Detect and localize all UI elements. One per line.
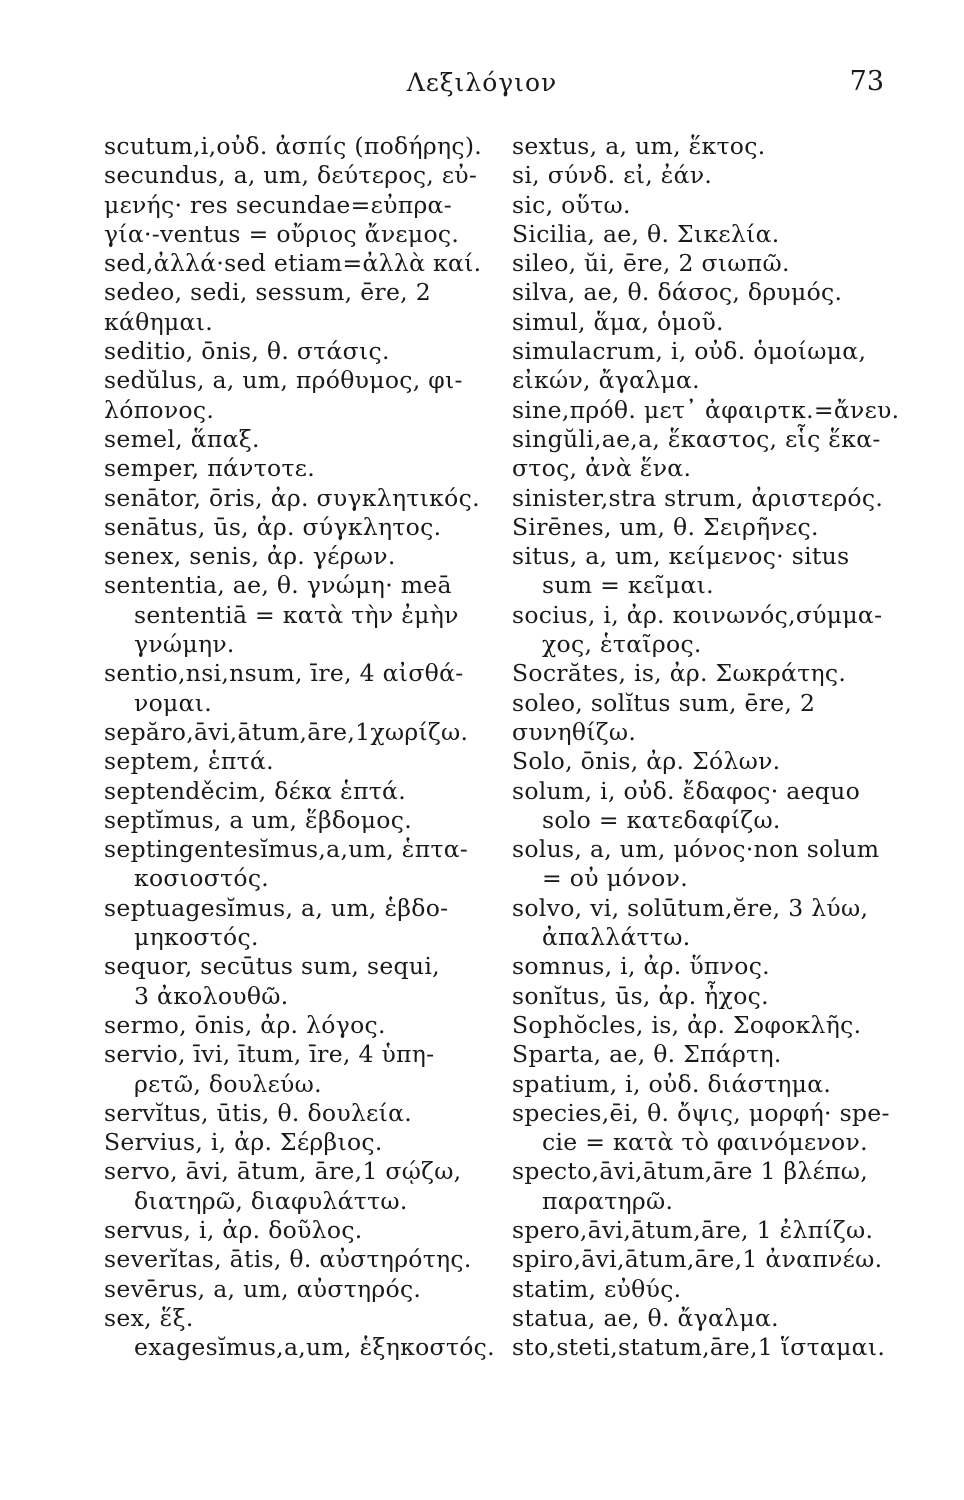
page-title: Λεξιλόγιον [406, 68, 558, 97]
dictionary-line: παρατηρῶ. [542, 1186, 674, 1215]
dictionary-line: ρετῶ, δουλεύω. [134, 1069, 322, 1098]
dictionary-line: sonĭtus, ūs, ἀρ. ἦχος. [512, 981, 769, 1010]
dictionary-line: septingentesĭmus,a,um, ἑπτα- [104, 835, 469, 864]
dictionary-line: νομαι. [134, 688, 213, 717]
dictionary-line: servus, i, ἀρ. δοῦλος. [104, 1215, 363, 1244]
dictionary-line: secundus, a, um, δεύτερος, εὐ- [104, 161, 478, 190]
dictionary-line: septenděcim, δέκα ἑπτά. [104, 776, 406, 805]
dictionary-line: silva, ae, θ. δάσος, δρυμός. [512, 278, 843, 307]
dictionary-line: somnus, i, ἀρ. ὕπνος. [512, 952, 770, 981]
dictionary-line: sic, οὕτω. [512, 190, 631, 219]
dictionary-line: solvo, vi, solūtum,ĕre, 3 λύω, [512, 893, 869, 922]
dictionary-line: sententiā = κατὰ τὴν ἐμὴν [134, 600, 459, 629]
dictionary-line: cie = κατὰ τὸ φαινόμενον. [542, 1128, 868, 1157]
dictionary-line: sententia, ae, θ. γνώμη· meā [104, 571, 452, 600]
dictionary-line: sevērus, a, um, αὐστηρός. [104, 1274, 422, 1303]
dictionary-line: = οὐ μόνον. [542, 864, 688, 893]
dictionary-line: sum = κεῖμαι. [542, 571, 714, 600]
dictionary-line: solum, i, οὐδ. ἔδαφος· aequo [512, 776, 861, 805]
dictionary-line: septem, ἑπτά. [104, 747, 274, 776]
dictionary-line: senātus, ūs, ἀρ. σύγκλητος. [104, 512, 442, 541]
dictionary-line: semper, πάντοτε. [104, 454, 315, 483]
dictionary-line: septuagesĭmus, a, um, ἑβδο- [104, 893, 449, 922]
dictionary-line: sextus, a, um, ἕκτος. [512, 132, 766, 160]
dictionary-line: sermo, ōnis, ἀρ. λόγος. [104, 1010, 386, 1039]
dictionary-line: γία·-ventus = οὔριος ἄνεμος. [104, 219, 460, 248]
dictionary-line: socius, i, ἀρ. κοινωνός,σύμμα- [512, 600, 883, 629]
dictionary-line: solo = κατεδαφίζω. [542, 805, 781, 834]
dictionary-line: Sicilia, ae, θ. Σικελία. [512, 219, 780, 248]
dictionary-line: si, σύνδ. εἰ, ἐάν. [512, 161, 713, 190]
dictionary-line: χος, ἑταῖρος. [542, 630, 702, 659]
dictionary-line: singŭli,ae,a, ἕκαστος, εἷς ἕκα- [512, 424, 881, 453]
dictionary-line: sedŭlus, a, um, πρόθυμος, φι- [104, 366, 463, 395]
dictionary-line: sinister,stra strum, ἀριστερός. [512, 483, 884, 512]
dictionary-line: servio, īvi, ītum, īre, 4 ὑπη- [104, 1040, 435, 1069]
dictionary-line: εἰκών, ἄγαλμα. [512, 366, 700, 395]
left-column [104, 132, 494, 1362]
dictionary-line: solus, a, um, μόνος·non solum [512, 835, 880, 864]
right-column [512, 132, 904, 1362]
dictionary-line: στος, ἀνὰ ἕνα. [512, 454, 692, 483]
dictionary-line: κάθημαι. [104, 307, 214, 336]
dictionary-line: simul, ἅμα, ὁμοῦ. [512, 307, 724, 336]
dictionary-line: sedeo, sedi, sessum, ēre, 2 [104, 278, 431, 307]
dictionary-line: spero,āvi,ātum,āre, 1 ἐλπίζω. [512, 1215, 874, 1244]
dictionary-line: 3 ἀκολουθῶ. [134, 981, 289, 1010]
dictionary-line: sine,πρόθ. μετ᾽ ἀφαιρτκ.=ἄνευ. [512, 395, 900, 424]
dictionary-line: servĭtus, ūtis, θ. δουλεία. [104, 1098, 413, 1127]
dictionary-line: spatium, i, οὐδ. διάστημα. [512, 1069, 832, 1098]
dictionary-line: κοσιοστός. [134, 864, 270, 893]
dictionary-line: μηκοστός. [134, 923, 259, 952]
dictionary-line: Sparta, ae, θ. Σπάρτη. [512, 1040, 782, 1069]
dictionary-line: sed,ἀλλά·sed etiam=ἀλλὰ καί. [104, 249, 482, 278]
dictionary-line: spiro,āvi,ātum,āre,1 ἀναπνέω. [512, 1245, 883, 1274]
dictionary-line: Solo, ōnis, ἀρ. Σόλων. [512, 747, 781, 776]
dictionary-line: γνώμην. [134, 630, 235, 659]
page-header [0, 62, 964, 102]
dictionary-line: sequor, secūtus sum, sequi, [104, 952, 440, 981]
dictionary-line: sileo, ŭi, ēre, 2 σιωπῶ. [512, 249, 790, 278]
dictionary-line: Sirēnes, um, θ. Σειρῆνες. [512, 512, 819, 541]
dictionary-line: sto,steti,statum,āre,1 ἵσταμαι. [512, 1333, 886, 1362]
dictionary-line: simulacrum, i, οὐδ. ὁμοίωμα, [512, 337, 867, 366]
dictionary-line: septĭmus, a um, ἕβδομος. [104, 805, 412, 834]
dictionary-line: ἀπαλλάττω. [542, 923, 691, 952]
dictionary-line: Sophŏcles, is, ἀρ. Σοφοκλῆς. [512, 1010, 862, 1039]
dictionary-line: statim, εὐθύς. [512, 1274, 682, 1303]
dictionary-line: severĭtas, ātis, θ. αὐστηρότης. [104, 1245, 472, 1274]
dictionary-line: semel, ἅπαξ. [104, 424, 260, 453]
dictionary-line: statua, ae, θ. ἄγαλμα. [512, 1303, 779, 1332]
dictionary-line: διατηρῶ, διαφυλάττω. [134, 1186, 408, 1215]
page-number: 73 [849, 66, 884, 97]
dictionary-line: sex, ἕξ. [104, 1303, 194, 1332]
dictionary-line: scutum,i,οὐδ. ἀσπίς (ποδήρης). [104, 132, 483, 160]
dictionary-line: specto,āvi,ātum,āre 1 βλέπω, [512, 1157, 869, 1186]
dictionary-line: λόπονος. [104, 395, 215, 424]
dictionary-line: sepăro,āvi,ātum,āre,1χωρίζω. [104, 717, 469, 746]
dictionary-line: servo, āvi, ātum, āre,1 σῴζω, [104, 1157, 462, 1186]
dictionary-line: senex, senis, ἀρ. γέρων. [104, 542, 396, 571]
dictionary-line: seditio, ōnis, θ. στάσις. [104, 337, 390, 366]
dictionary-line: senātor, ōris, ἀρ. συγκλητικός. [104, 483, 480, 512]
dictionary-line: Socrătes, is, ἀρ. Σωκράτης. [512, 659, 847, 688]
dictionary-line: Servius, i, ἀρ. Σέρβιος. [104, 1128, 383, 1157]
dictionary-line: μενής· res secundae=εὐπρα- [104, 190, 452, 219]
dictionary-line: situs, a, um, κείμενος· situs [512, 542, 850, 571]
dictionary-line: sentio,nsi,nsum, īre, 4 αἰσθά- [104, 659, 464, 688]
dictionary-line: συνηθίζω. [512, 717, 637, 746]
dictionary-line: exagesĭmus,a,um, ἑξηκοστός. [134, 1333, 495, 1362]
dictionary-line: soleo, solĭtus sum, ēre, 2 [512, 688, 816, 717]
dictionary-line: species,ēi, θ. ὄψις, μορφή· spe- [512, 1098, 890, 1127]
